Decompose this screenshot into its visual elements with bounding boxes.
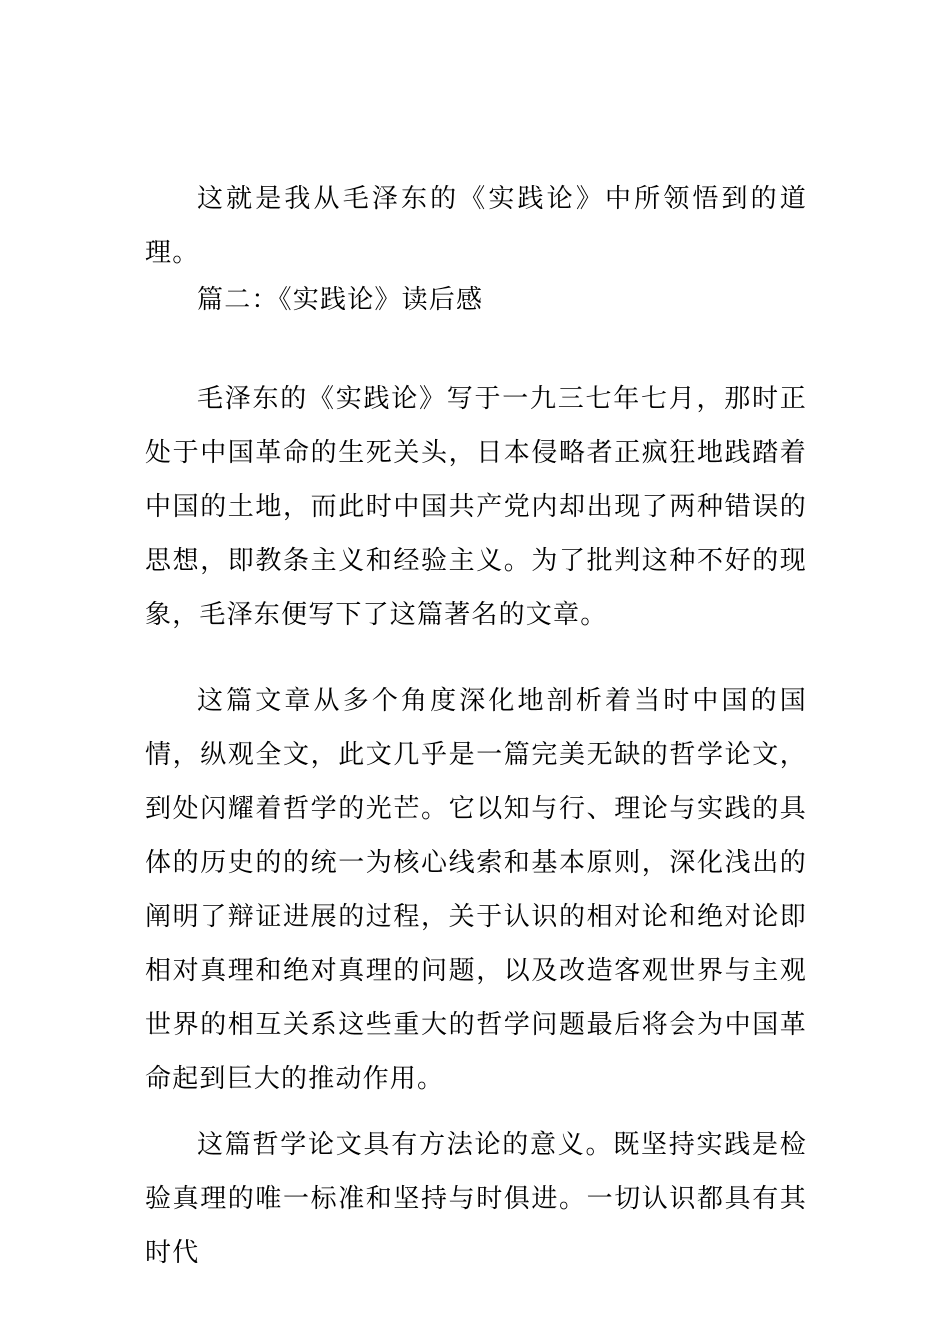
paragraph-methodology: 这篇哲学论文具有方法论的意义。既坚持实践是检验真理的唯一标准和坚持与时俱进。一切认识都具有其时代 (145, 1130, 807, 1268)
section-heading: 篇二：《实践论》读后感 (197, 285, 484, 315)
paragraph-analysis: 这篇文章从多个角度深化地剖析着当时中国的国情，纵观全文，此文几乎是一篇完美无缺的哲学论文，到处闪耀着哲学的光芒。它以知与行、理论与实践的具体的历史的的统一为核心线索和基本原则，深化浅出的阐明了辩证进展的过程，关于认识的相对论和绝对论即相对真理和绝对真理的问题，以及改造客观世界与主观世界的相互关系这些重大的哲学问题最后将会为中国革命起到巨大的推动作用。 (145, 686, 807, 1094)
paragraph-conclusion: 这就是我从毛泽东的《实践论》中所领悟到的道理。 (145, 184, 807, 268)
paragraph-background: 毛泽东的《实践论》写于一九三七年七月，那时正处于中国革命的生死关头，日本侵略者正疯狂地践踏着中国的土地，而此时中国共产党内却出现了两种错误的思想，即教条主义和经验主义。为了批判这种不好的现象，毛泽东便写下了这篇著名的文章。 (145, 384, 807, 630)
